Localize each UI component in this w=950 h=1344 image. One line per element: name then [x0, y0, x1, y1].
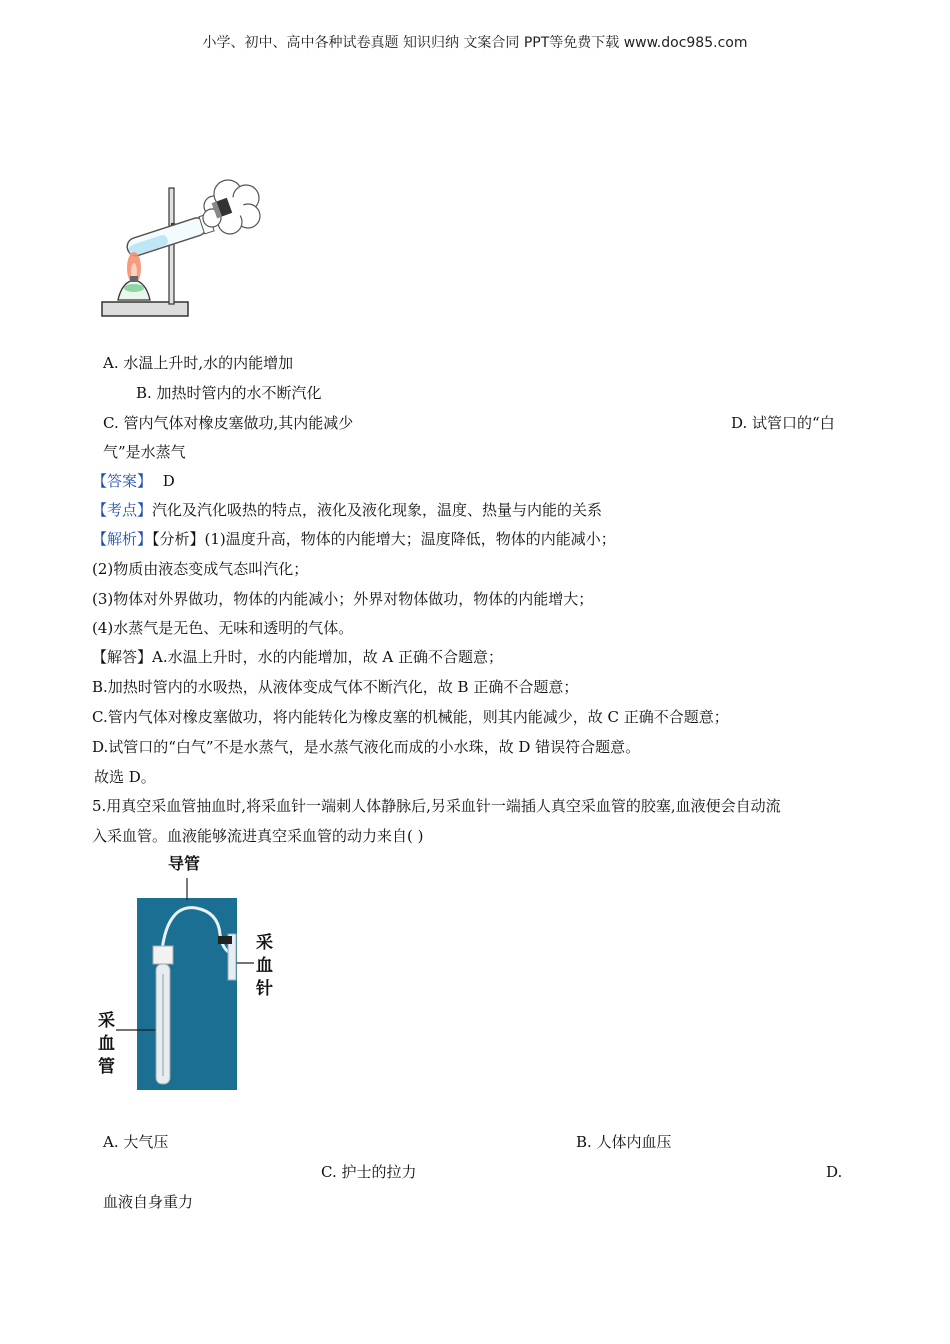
- q5-stem-line-1: 5.用真空采血管抽血时,将采血针一端刺人体静脉后,另采血针一端插人真空采血管的胶塞,血液便会自动流: [92, 797, 781, 815]
- q5-option-d-cont: 血液自身重力: [103, 1193, 194, 1211]
- analysis-row-1: [92, 529, 616, 549]
- kaodian-row: [92, 500, 602, 520]
- analysis-line: B.加热时管内的水吸热，从液体变成气体不断汽化，故 B 正确不合题意；: [92, 678, 579, 696]
- q4-option-d-cont: 气”是水蒸气: [103, 443, 186, 461]
- analysis-line: (3)物体对外界做功，物体的内能减小；外界对物体做功，物体的内能增大；: [92, 590, 594, 608]
- label-collector: 采血管: [98, 1011, 115, 1077]
- kaodian-label: 【考点】: [92, 501, 153, 519]
- analysis-line: D.试管口的“白气”不是水蒸气，是水蒸气液化而成的小水珠，故 D 错误符合题意。: [92, 738, 641, 756]
- answer-row: [92, 471, 175, 491]
- test-tube-heating-figure: [96, 176, 266, 324]
- page-header: 小学、初中、高中各种试卷真题 知识归纳 文案合同 PPT等免费下载 www.doc985.com: [202, 35, 748, 51]
- analysis-line: (4)水蒸气是无色、无味和透明的气体。: [92, 619, 354, 637]
- q4-option-b: B. 加热时管内的水不断汽化: [136, 384, 322, 402]
- q4-option-c: C. 管内气体对橡皮塞做功,其内能减少: [103, 414, 354, 432]
- kaodian-text: 汽化及汽化吸热的特点，液化及液化现象，温度、热量与内能的关系: [152, 501, 603, 519]
- q5-option-c: C. 护士的拉力: [321, 1163, 417, 1181]
- analysis-line: C.管内气体对橡皮塞做功，将内能转化为橡皮塞的机械能，则其内能减少，故 C 正确不合题意；: [92, 708, 729, 726]
- jiexi-label: 【解析】: [92, 530, 153, 548]
- q5-option-d: D.: [826, 1163, 843, 1181]
- answer-value: D: [162, 472, 175, 490]
- analysis-line: 【分析】(1)温度升高，物体的内能增大；温度降低，物体的内能减小；: [152, 530, 616, 548]
- analysis-line: (2)物质由液态变成气态叫汽化；: [92, 560, 309, 578]
- q4-option-a: A. 水温上升时,水的内能增加: [103, 354, 294, 372]
- analysis-line: 故选 D。: [94, 768, 156, 786]
- q5-option-a: A. 大气压: [103, 1133, 169, 1151]
- blood-collection-figure: [96, 850, 276, 1095]
- label-needle: 采血针: [256, 933, 273, 999]
- analysis-line: 【解答】A.水温上升时，水的内能增加，故 A 正确不合题意；: [92, 648, 503, 666]
- label-tube: 导管: [168, 854, 201, 873]
- q4-option-d: D. 试管口的“白: [731, 414, 835, 432]
- q5-stem-line-2: 入采血管。血液能够流进真空采血管的动力来自( ): [92, 827, 424, 845]
- answer-label: 【答案】: [92, 472, 153, 490]
- q5-option-b: B. 人体内血压: [576, 1133, 672, 1151]
